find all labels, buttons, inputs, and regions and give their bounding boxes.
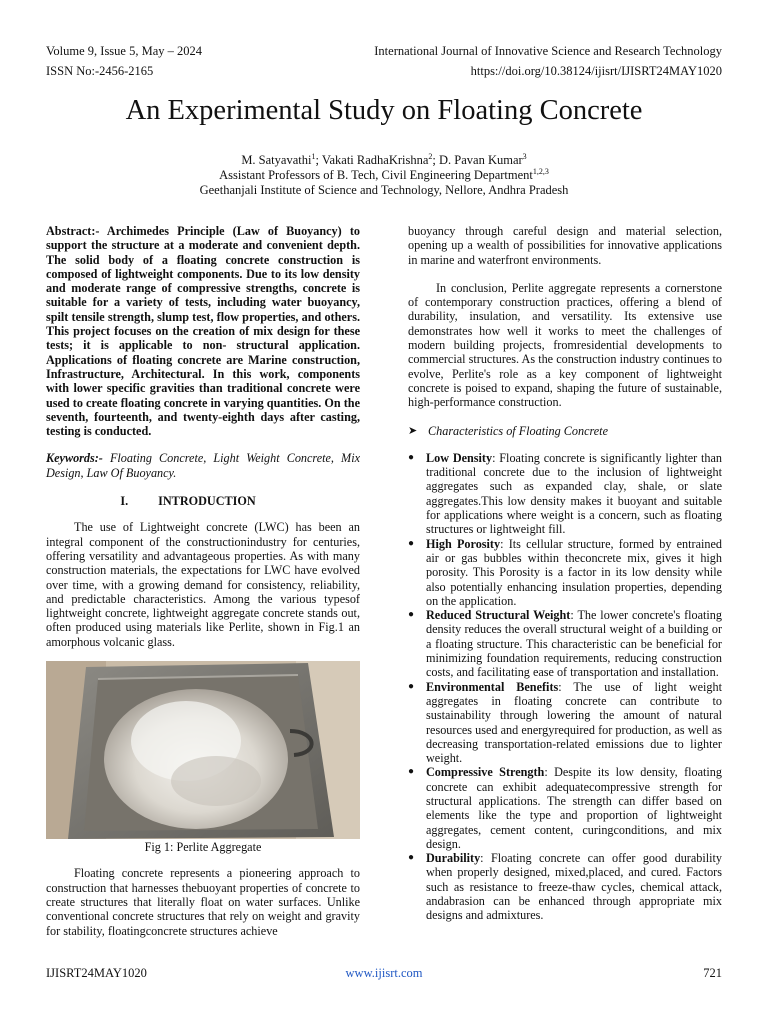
arrow-bullet-icon: ➤ — [408, 424, 418, 437]
list-item-text: : Despite its low density, floating concrete can exhibit adequatecompressive strength for structural applications. The strength can differ based on elements like the type and proportion of lightweight aggregates, cement content, curingconditions, and mix design. — [426, 765, 722, 851]
author-2-sup: 2 — [428, 151, 433, 161]
footer-article-id: IJISRT24MAY1020 — [46, 966, 147, 980]
perlite-tray-illustration — [46, 661, 360, 839]
figure-caption: Fig 1: Perlite Aggregate — [144, 840, 262, 855]
left-column — [46, 224, 360, 938]
list-item — [408, 680, 722, 766]
list-item-term: Environmental Benefits — [426, 679, 559, 694]
author-1: M. Satyavathi — [241, 153, 312, 167]
footer-website-text[interactable]: www.ijisrt.com — [345, 966, 423, 980]
subheading-text: Characteristics of Floating Concrete — [428, 423, 608, 438]
list-item — [408, 608, 722, 679]
page-number: 721 — [703, 966, 722, 980]
list-item-term: Reduced Structural Weight — [426, 608, 571, 623]
right-paragraph-2: In conclusion, Perlite aggregate represents a cornerstone of contemporary construction practices, offering a blend of durability, insulation, and versatility. Its extensive use demonstrates how well it works to meet the challenges of modern building projects, fromresidential developments to commercial structures. As the construction industry continues to evolve, Perlite's role as a key component of lightweight concrete is poised to expand, shaping the future of sustainable, high-performance construction. — [408, 280, 722, 410]
characteristics-list — [408, 451, 722, 923]
list-item-text: : The use of light weight aggregates in floating concrete can contribute to sustainability through lowering the amount of natural resources used and energyrequired for production, as well as decreasing transportation-related emissions due to lighter weight. — [426, 679, 722, 766]
list-item-term: High Porosity — [426, 536, 501, 551]
list-item-text: : Floating concrete is significantly lighter than traditional concrete due to the inclusion of lightweight aggregates such as expanded clay, shale, or slate aggregates.This low density makes it buoyant and suitable for applications where weight is a concern, such as floating structures or lightweight fill. — [426, 450, 722, 537]
author-2: ; Vakati RadhaKrishna — [315, 153, 429, 167]
list-item-term: Compressive Strength — [426, 765, 545, 780]
right-column — [408, 224, 722, 923]
list-item-text: : Floating concrete can offer good durability when properly designed, mixed,placed, and cured. Factors such as resistance to freeze-thaw cycles, chemical attack, andabrasion can be enhanced through appropriate mix designs and admixtures. — [426, 851, 722, 923]
footer-website-link — [0, 966, 768, 981]
bullet-dot-icon: ● — [408, 852, 415, 864]
subheading-characteristics — [408, 424, 722, 438]
author-3-sup: 3 — [522, 151, 527, 161]
author-list — [0, 153, 768, 168]
list-item-term: Low Density — [426, 450, 493, 465]
keywords-label: Keywords:- — [46, 451, 103, 466]
keywords-text: Floating Concrete, Light Weight Concrete, Mix Design, Law Of Buoyancy. — [46, 451, 360, 480]
issn: ISSN No:-2456-2165 — [46, 64, 154, 78]
section-heading-introduction — [46, 494, 360, 508]
bullet-dot-icon: ● — [408, 451, 415, 463]
bullet-dot-icon: ● — [408, 537, 415, 549]
list-item-text: : Its cellular structure, formed by entrained air or gas bubbles within theconcrete mix, gives it high porosity. This Porosity is a factor in its low density while also potentially enhancing insulation properties, depending on the application. — [426, 536, 722, 608]
list-item — [408, 851, 722, 922]
volume-info: Volume 9, Issue 5, May – 2024 — [46, 44, 203, 58]
list-item — [408, 451, 722, 537]
section-title: INTRODUCTION — [158, 494, 256, 509]
doi-link[interactable]: https://doi.org/10.38124/ijisrt/IJISRT24MAY1020 — [470, 64, 722, 78]
bullet-dot-icon: ● — [408, 766, 415, 778]
positions-text: Assistant Professors of B. Tech, Civil Engineering Department — [219, 168, 533, 182]
keywords — [46, 451, 360, 480]
perlite-aggregate-photo — [46, 661, 360, 839]
abstract: Abstract:- Archimedes Principle (Law of Buoyancy) to support the structure at a moderate and convenient depth. The solid body of a floating concrete construction is composed of lightweight components. Due to its low density and moderate range of compressive strengths, concrete is suitable for a variety of tests, including water buoyancy, spilt tensile strength, slump test, flow properties, and others. This project focuses on the creation of mix design for these tests; it is applicable to non- structural application. Applications of floating concrete are Marine construction, Infrastructure, Architectural. In this work, components with lower specific gravities than traditional concrete were used to create floating concrete in varying quantities. On the seventh, fourteenth, and twenty-eighth days after casting, testing is conducted. — [46, 224, 360, 439]
institution: Geethanjali Institute of Science and Technology, Nellore, Andhra Pradesh — [199, 183, 569, 197]
author-positions — [0, 168, 768, 183]
list-item-term: Durability — [426, 851, 481, 866]
author-1-sup: 1 — [311, 151, 316, 161]
list-item — [408, 537, 722, 608]
intro-paragraph-1: The use of Lightweight concrete (LWC) has been an integral component of the constructionindustry for centuries, offering versatility and advantageous properties. As with many construction materials, the expectations for LWC have evolved over time, with a growing demand for consistency, reliability, and predictable characteristics. Among the various typesof lightweight concrete, lightweight aggregate concrete stands out, often produced using materials like Perlite, shown in Fig.1 an amorphous volcanic glass. — [46, 520, 360, 649]
journal-name: International Journal of Innovative Science and Research Technology — [374, 44, 722, 58]
bullet-dot-icon: ● — [408, 609, 415, 621]
positions-sup: 1,2,3 — [532, 166, 549, 176]
list-item — [408, 765, 722, 851]
paper-title: An Experimental Study on Floating Concrete — [125, 95, 643, 126]
bullet-dot-icon: ● — [408, 680, 415, 692]
section-number: I. — [120, 494, 129, 509]
right-paragraph-1: buoyancy through careful design and material selection, opening up a wealth of possibilities for innovative applications in marine and waterfront environments. — [408, 224, 722, 267]
list-item-text: : The lower concrete's floating density reduces the overall structural weight of a building or a floating structure. This characteristic can be beneficial for minimizing foundation requirements, reducing construction costs, and facilitating ease of transportation and installation. — [426, 608, 722, 680]
author-3: ; D. Pavan Kumar — [432, 153, 523, 167]
intro-paragraph-2: Floating concrete represents a pioneering approach to construction that harnesses thebuoyant properties of concrete to create structures that literally float on water surfaces. Unlike conventional concrete structures that rely on weight and gravity for stability, floatingconcrete structures achieve — [46, 866, 360, 938]
